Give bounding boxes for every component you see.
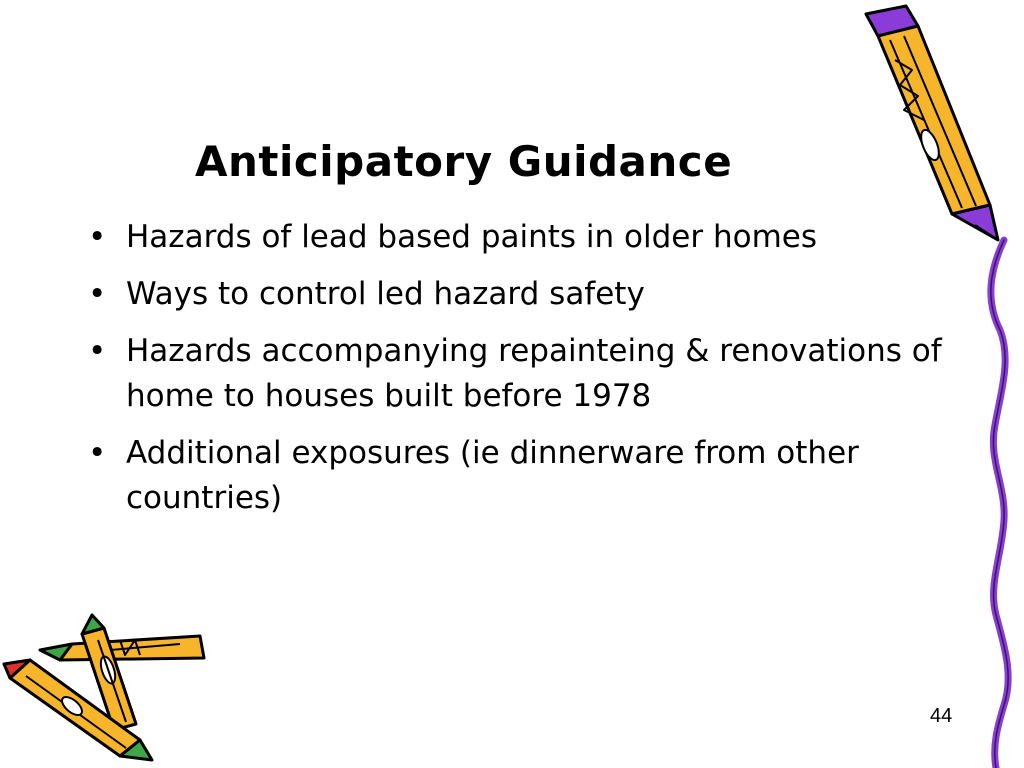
- bullet-item: [88, 329, 948, 419]
- bullet-list: [88, 215, 948, 533]
- slide-title: Anticipatory Guidance: [195, 137, 733, 186]
- bullet-marker: •: [88, 219, 107, 255]
- bullet-text: Hazards of lead based paints in older homes: [126, 219, 818, 255]
- bullet-text: Hazards accompanying repainteing & renovations of home to houses built before 1978: [126, 333, 942, 414]
- bullet-item: [88, 272, 948, 317]
- page-number: 44: [930, 705, 953, 727]
- bullet-marker: •: [88, 435, 107, 471]
- bullet-item: [88, 431, 948, 521]
- bullet-marker: •: [88, 333, 107, 369]
- bullet-text: Additional exposures (ie dinnerware from other countries): [126, 435, 859, 516]
- bullet-marker: •: [88, 276, 107, 312]
- bullet-item: [88, 215, 948, 260]
- bullet-text: Ways to control led hazard safety: [126, 276, 645, 312]
